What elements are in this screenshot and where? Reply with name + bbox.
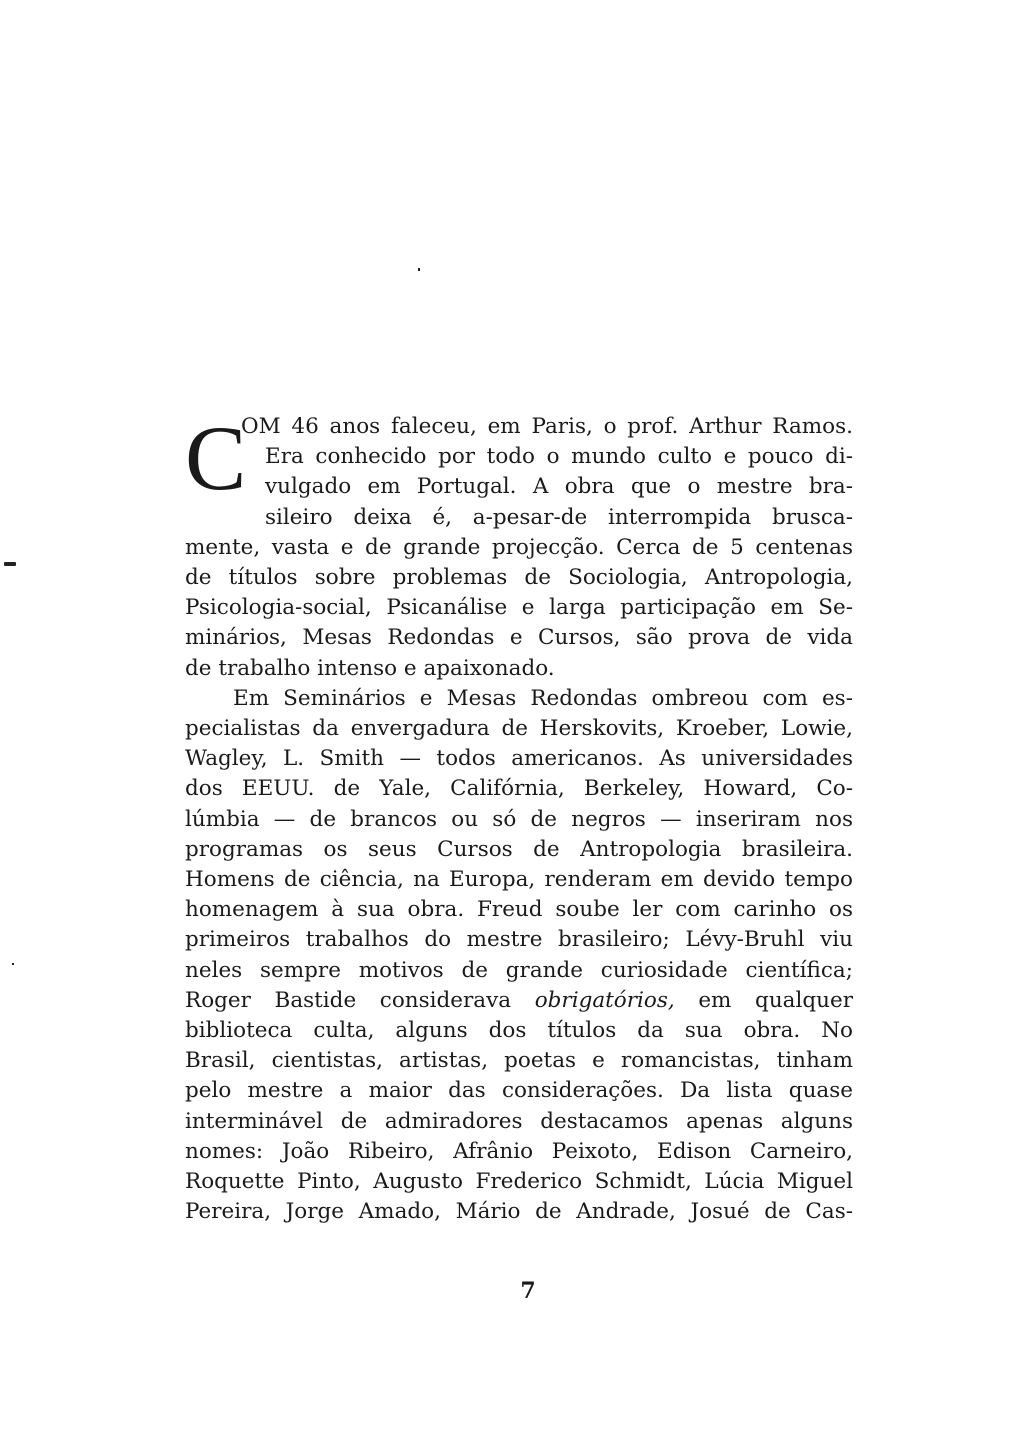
text-line: Era conhecido por todo o mundo culto e pouco di-	[265, 444, 853, 470]
text-line: vulgado em Portugal. A obra que o mestre bra-	[265, 474, 853, 500]
text-line: pecialistas da envergadura de Herskovits, Kroeber, Lowie,	[185, 716, 853, 742]
text-line: de trabalho intenso e apaixonado.	[185, 655, 555, 681]
page-number: 7	[520, 1278, 536, 1304]
text-line: lúmbia — de brancos ou só de negros — inseriram nos	[185, 806, 853, 832]
text-span: em qualquer	[698, 987, 853, 1013]
text-line: Homens de ciência, na Europa, renderam em devido tempo	[185, 867, 853, 893]
text-line: programas os seus Cursos de Antropologia brasileira.	[185, 836, 853, 862]
text-line: biblioteca culta, alguns dos títulos da sua obra. No	[185, 1018, 853, 1044]
scan-speck	[418, 268, 420, 271]
text-line: Roquette Pinto, Augusto Frederico Schmidt, Lúcia Miguel	[185, 1169, 853, 1195]
text-line: interminável de admiradores destacamos apenas alguns	[185, 1108, 853, 1134]
body-text	[185, 407, 853, 1227]
text-line: sileiro deixa é, a-pesar-de interrompida brusca-	[265, 504, 853, 530]
text-line: OM 46 anos faleceu, em Paris, o prof. Arthur Ramos.	[241, 414, 853, 439]
text-line: de títulos sobre problemas de Sociologia, Antropologia,	[185, 565, 853, 591]
paragraph-1-opening	[185, 407, 853, 533]
paragraph-1	[185, 533, 853, 684]
text-line: homenagem à sua obra. Freud soube ler com carinho os	[185, 897, 853, 923]
text-line: Brasil, cientistas, artistas, poetas e romancistas, tinham	[185, 1048, 853, 1074]
text-line: Psicologia-social, Psicanálise e larga participação em Se-	[185, 595, 853, 621]
scan-speck	[12, 963, 14, 965]
text-line: Wagley, L. Smith — todos americanos. As universidades	[185, 746, 853, 772]
text-line: mente, vasta e de grande projecção. Cerca de 5 centenas	[185, 534, 853, 560]
text-line: nomes: João Ribeiro, Afrânio Peixoto, Edison Carneiro,	[185, 1138, 853, 1164]
text-line: Pereira, Jorge Amado, Mário de Andrade, Josué de Cas-	[185, 1199, 853, 1225]
drop-cap: C	[185, 407, 247, 509]
text-line: neles sempre motivos de grande curiosidade científica;	[185, 957, 853, 983]
text-line: pelo mestre a maior das considerações. Da lista quase	[185, 1078, 853, 1104]
paragraph-2	[185, 684, 853, 1228]
text-span: Roger Bastide considerava	[185, 987, 512, 1013]
text-line: primeiros trabalhos do mestre brasileiro; Lévy-Bruhl viu	[185, 927, 853, 953]
text-line	[185, 986, 853, 1016]
emphasis-text: obrigatórios,	[534, 987, 675, 1013]
text-line: dos EEUU. de Yale, Califórnia, Berkeley, Howard, Co-	[185, 776, 853, 802]
text-line: minários, Mesas Redondas e Cursos, são prova de vida	[185, 625, 853, 651]
scan-speck	[4, 562, 16, 566]
text-line: Em Seminários e Mesas Redondas ombreou com es-	[233, 685, 853, 711]
